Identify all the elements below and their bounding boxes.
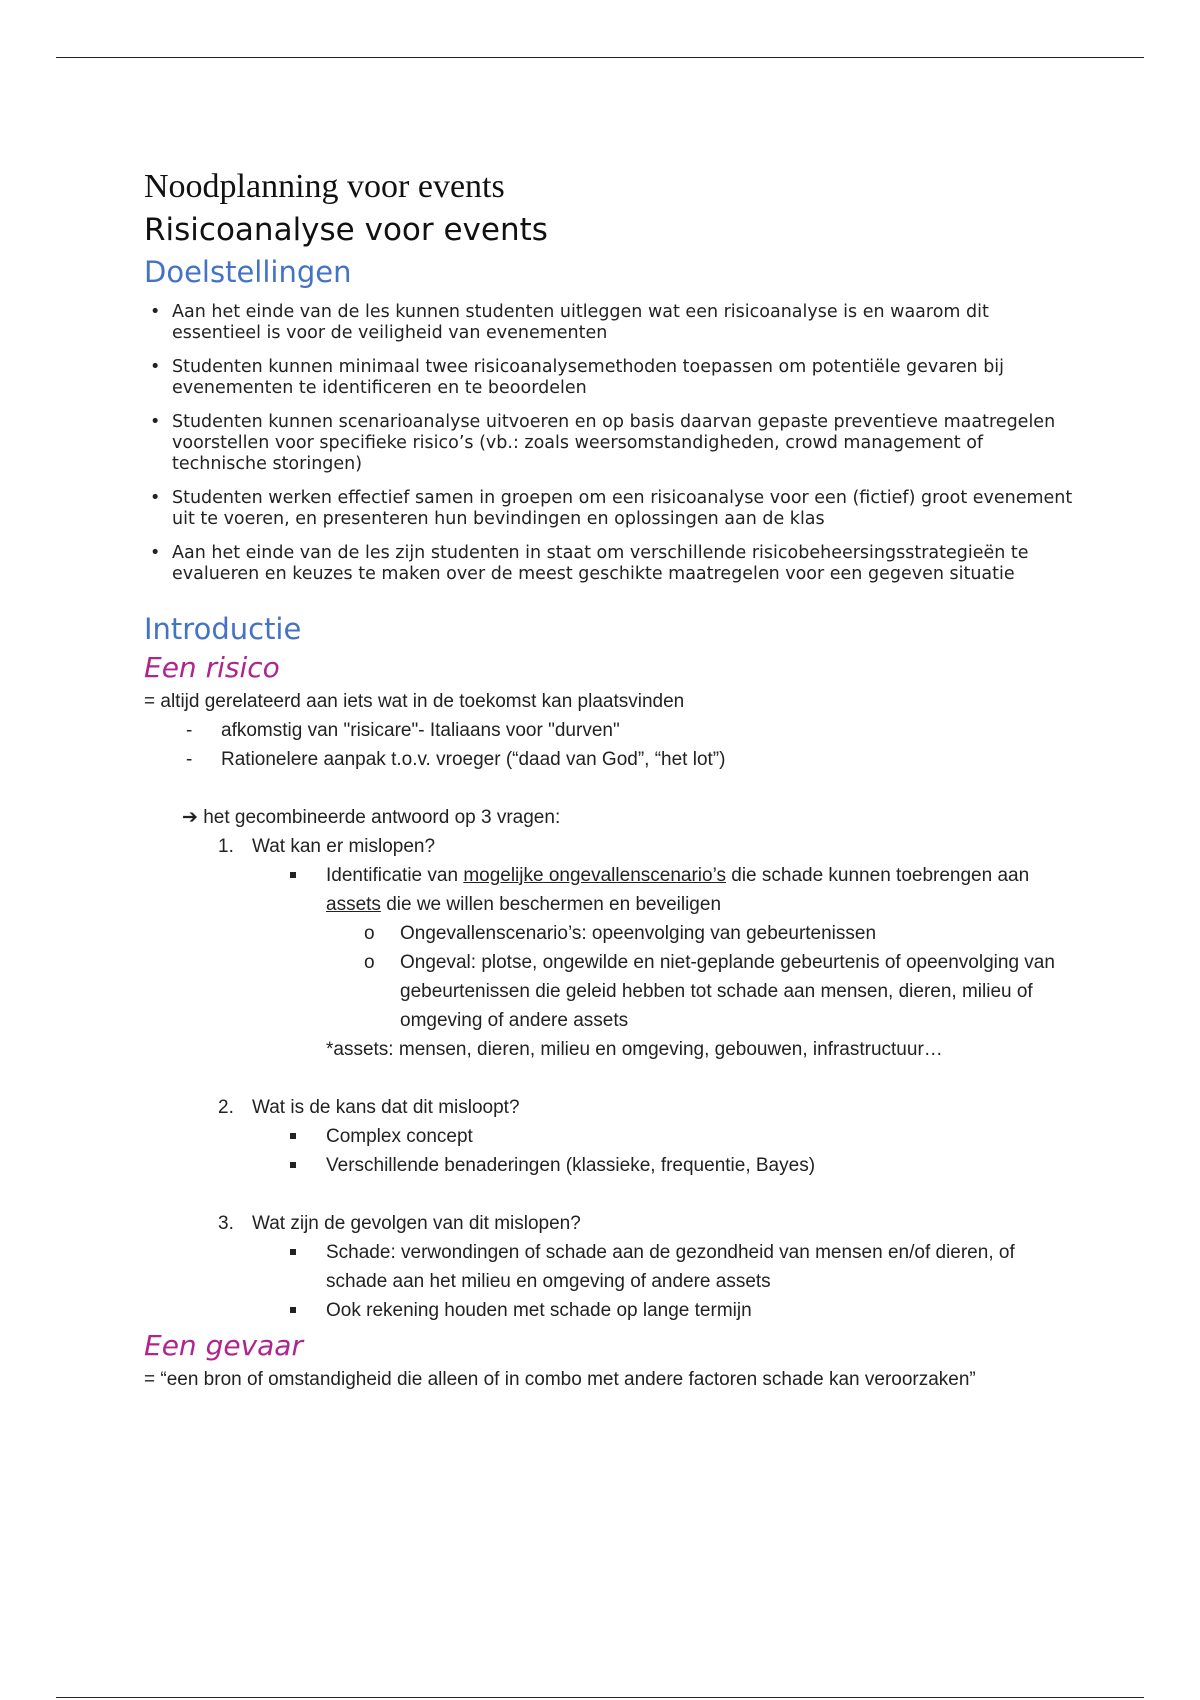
bullet-text: die we willen beschermen en beveiligen xyxy=(380,894,722,915)
bullet-text: Identificatie van xyxy=(326,865,464,886)
square-bullet-icon xyxy=(290,1162,296,1168)
bullet-item xyxy=(144,1122,1074,1151)
page-bottom-rule xyxy=(56,1697,1144,1698)
dash-marker: - xyxy=(186,720,193,741)
document-body xyxy=(144,166,1074,1394)
goal-item: • Aan het einde van de les kunnen studenten uitleggen wat een risicoanalyse is en waarom dit essentieel is voor de veiligheid van evenementen xyxy=(144,302,1074,344)
document-subtitle: Risicoanalyse voor events xyxy=(144,212,548,248)
question-number: 3. xyxy=(218,1213,234,1234)
risico-definition: = altijd gerelateerd aan iets wat in de toekomst kan plaatsvinden xyxy=(144,691,685,712)
bullet-item xyxy=(144,1296,1074,1325)
page-top-rule xyxy=(56,57,1144,58)
heading-doelstellingen: Doelstellingen xyxy=(144,255,352,289)
question-2 xyxy=(144,1093,1074,1122)
document-title: Noodplanning voor events xyxy=(144,168,505,205)
sub-bullet-item xyxy=(144,948,1074,1035)
square-bullet-icon xyxy=(290,1307,296,1313)
gevaar-definition: = “een bron of omstandigheid die alleen of in combo met andere factoren schade kan veroorzaken” xyxy=(144,1369,976,1390)
circle-bullet-icon: o xyxy=(364,952,375,973)
goal-item: • Studenten werken effectief samen in groepen om een risicoanalyse voor een (fictief) groot evenement uit te voeren, en presenteren hun bevindingen en oplossingen aan de klas xyxy=(144,488,1074,530)
bullet-item xyxy=(144,1238,1074,1296)
question-number: 2. xyxy=(218,1097,234,1118)
assets-note: *assets: mensen, dieren, milieu en omgeving, gebouwen, infrastructuur… xyxy=(326,1039,943,1060)
circle-bullet-icon: o xyxy=(364,923,375,944)
question-text: Wat is de kans dat dit misloopt? xyxy=(252,1097,520,1118)
heading-een-risico: Een risico xyxy=(144,651,280,684)
dash-item-text: afkomstig van "risicare"- Italiaans voor "durven" xyxy=(221,720,620,741)
goals-list xyxy=(144,302,1074,585)
sub-bullet-item xyxy=(144,919,1074,948)
bullet-text: Verschillende benaderingen (klassieke, frequentie, Bayes) xyxy=(326,1155,816,1176)
dash-list-item xyxy=(144,716,1074,745)
question-1 xyxy=(144,832,1074,861)
risico-section xyxy=(144,687,1074,1325)
goal-item: • Studenten kunnen minimaal twee risicoanalysemethoden toepassen om potentiële gevaren bij evenementen te identificeren en te beoordelen xyxy=(144,357,1074,399)
question-text: Wat kan er mislopen? xyxy=(252,836,436,857)
goal-item: • Studenten kunnen scenarioanalyse uitvoeren en op basis daarvan gepaste preventieve maatregelen voorstellen voor specifieke risico’s (vb.: zoals weersomstandigheden, crowd management of technische storingen) xyxy=(144,412,1074,475)
question-text: Wat zijn de gevolgen van dit mislopen? xyxy=(252,1213,581,1234)
arrow-line: ➔ het gecombineerde antwoord op 3 vragen: xyxy=(182,807,561,828)
bullet-text: Complex concept xyxy=(326,1126,473,1147)
underlined-term: assets xyxy=(326,894,381,915)
goal-item: • Aan het einde van de les zijn studenten in staat om verschillende risicobeheersingsstrategieën te evalueren en keuzes te maken over de meest geschikte maatregelen voor een gegeven situatie xyxy=(144,543,1074,585)
dash-list-item xyxy=(144,745,1074,774)
sub-bullet-text: Ongevallenscenario’s: opeenvolging van gebeurtenissen xyxy=(400,923,877,944)
bullet-text: Ook rekening houden met schade op lange termijn xyxy=(326,1300,752,1321)
question-3 xyxy=(144,1209,1074,1238)
sub-bullet-text: Ongeval: plotse, ongewilde en niet-geplande gebeurtenis of opeenvolging van gebeurtenissen die geleid hebben tot schade aan mensen, dieren, milieu of omgeving of andere assets xyxy=(400,952,1055,1031)
bullet-item xyxy=(144,861,1074,919)
dash-marker: - xyxy=(186,749,193,770)
heading-introductie: Introductie xyxy=(144,612,302,646)
bullet-item xyxy=(144,1151,1074,1180)
question-number: 1. xyxy=(218,836,234,857)
dash-item-text: Rationelere aanpak t.o.v. vroeger (“daad van God”, “het lot”) xyxy=(221,749,726,770)
bullet-text: Schade: verwondingen of schade aan de gezondheid van mensen en/of dieren, of schade aan het milieu en omgeving of andere assets xyxy=(326,1242,1015,1292)
underlined-term: mogelijke ongevallenscenario’s xyxy=(463,865,726,886)
heading-een-gevaar: Een gevaar xyxy=(144,1329,303,1362)
bullet-text: die schade kunnen toebrengen aan xyxy=(725,865,1030,886)
square-bullet-icon xyxy=(290,872,296,878)
square-bullet-icon xyxy=(290,1133,296,1139)
square-bullet-icon xyxy=(290,1249,296,1255)
